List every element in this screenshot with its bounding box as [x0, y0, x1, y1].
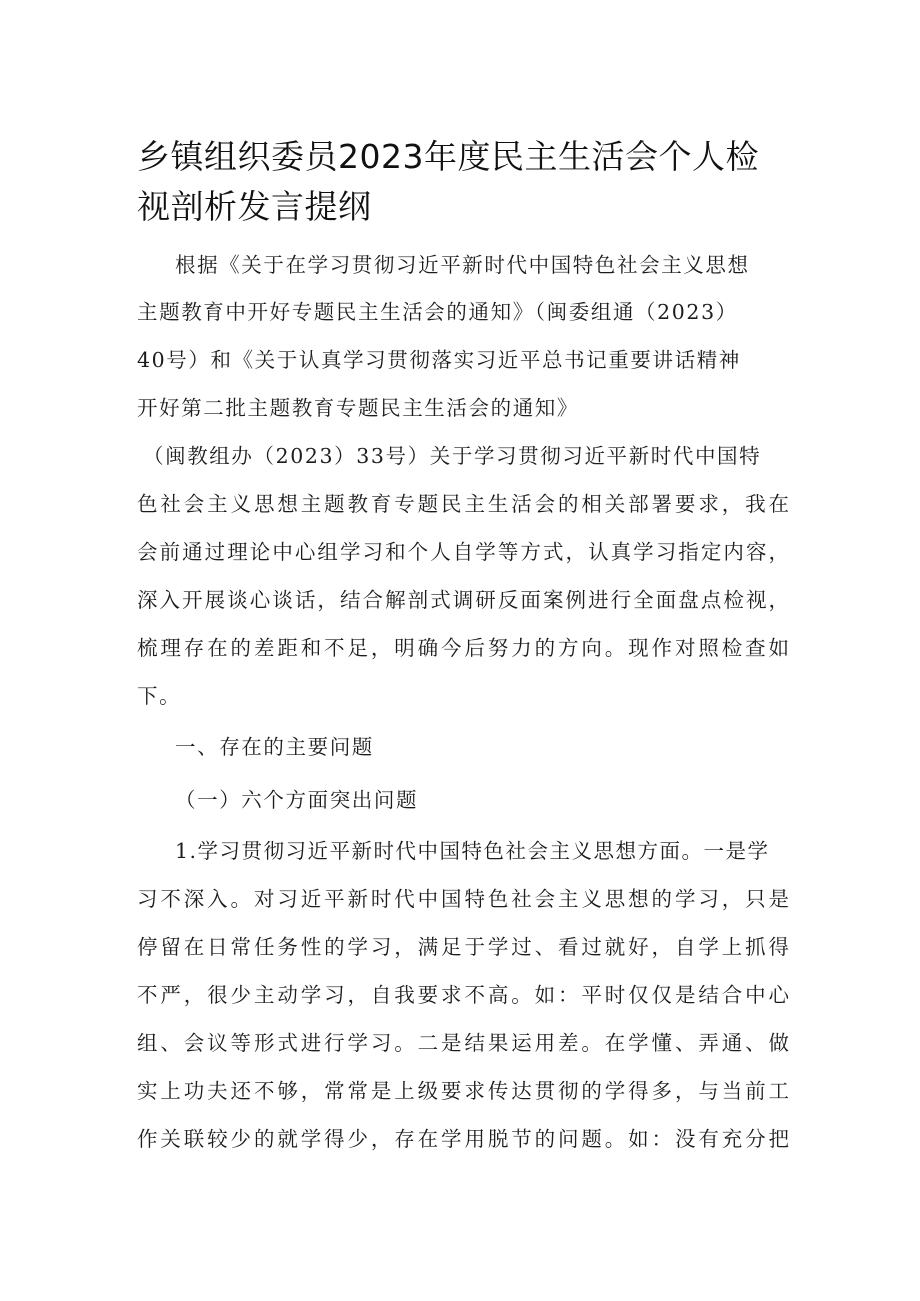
- document-title: [137, 132, 797, 232]
- body-line-7: 会前通过理论中心组学习和个人自学等方式，认真学习指定内容，: [137, 540, 789, 564]
- body-line-9: 梳理存在的差距和不足，明确今后努力的方向。现作对照检查如: [137, 636, 789, 660]
- body-line-6: 色社会主义思想主题教育专题民主生活会的相关部署要求，我在: [137, 492, 789, 516]
- item-1-line-2: 习不深入。对习近平新时代中国特色社会主义思想的学习，只是: [137, 887, 789, 911]
- body-line-2: 主题教育中开好专题民主生活会的通知》（闽委组通（2023）: [137, 300, 738, 324]
- body-line-3: 40号）和《关于认真学习贯彻落实习近平总书记重要讲话精神: [137, 348, 741, 372]
- body-line-10: 下。: [137, 684, 182, 708]
- body-line-5: （闽教组办（2023）33号）关于学习贯彻习近平新时代中国特: [143, 444, 762, 468]
- title-line-1: 乡镇组织委员2023年度民主生活会个人检: [137, 137, 759, 176]
- item-1-line-4: 不严，很少主动学习，自我要求不高。如：平时仅仅是结合中心: [137, 983, 789, 1007]
- item-1-line-6: 实上功夫还不够，常常是上级要求传达贯彻的学得多，与当前工: [137, 1079, 789, 1103]
- item-1-line-5: 组、会议等形式进行学习。二是结果运用差。在学懂、弄通、做: [137, 1031, 789, 1055]
- body-line-4: 开好第二批主题教育专题民主生活会的通知》: [137, 396, 579, 420]
- item-1-line-1: 1.学习贯彻习近平新时代中国特色社会主义思想方面。一是学: [175, 839, 770, 863]
- section-heading: 一、存在的主要问题: [175, 735, 374, 759]
- title-line-2: 视剖析发言提纲: [137, 187, 372, 226]
- item-1-line-3: 停留在日常任务性的学习，满足于学过、看过就好，自学上抓得: [137, 935, 789, 959]
- item-1-line-7: 作关联较少的就学得少，存在学用脱节的问题。如：没有充分把: [137, 1127, 789, 1151]
- body-line-1: 根据《关于在学习贯彻习近平新时代中国特色社会主义思想: [175, 253, 750, 277]
- body-line-8: 深入开展谈心谈话，结合解剖式调研反面案例进行全面盘点检视，: [137, 588, 789, 612]
- subsection-heading: （一）六个方面突出问题: [175, 788, 419, 812]
